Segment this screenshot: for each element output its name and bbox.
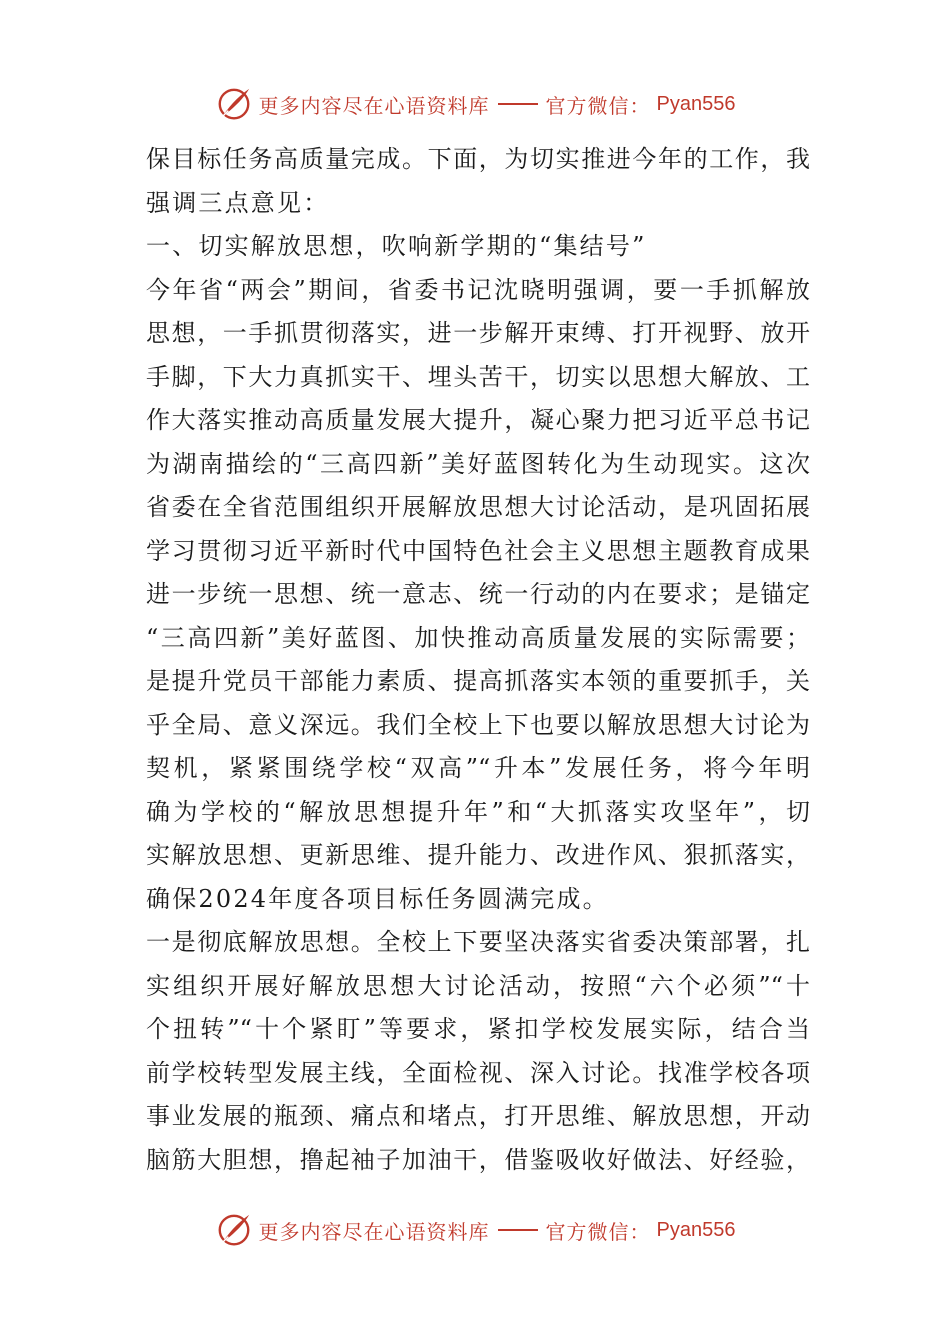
footer-watermark-banner <box>0 1210 950 1250</box>
banner-title: 更多内容尽在心语资料库 <box>258 93 490 118</box>
body-text-line: 个扭转”“十个紧盯”等要求，紧扣学校发展实际，结合当 <box>146 1015 810 1043</box>
body-text-line: 保目标任务高质量完成。下面，为切实推进今年的工作，我 <box>146 145 810 173</box>
document-body <box>146 138 810 1182</box>
banner-separator <box>498 1229 538 1231</box>
body-text-line: 契机，紧紧围绕学校“双高”“升本”发展任务，将今年明 <box>146 754 810 782</box>
banner-contact-id: Pyan556 <box>656 1218 736 1241</box>
banner-title: 更多内容尽在心语资料库 <box>258 1219 490 1244</box>
quill-pen-icon <box>215 1211 253 1249</box>
banner-contact-label: 官方微信： <box>545 93 651 118</box>
banner-separator <box>498 103 538 105</box>
body-text-line: 一、切实解放思想，吹响新学期的“集结号” <box>146 232 647 260</box>
body-text-line: 是提升党员干部能力素质、提高抓落实本领的重要抓手，关 <box>146 667 810 695</box>
body-text-line: 确保2024年度各项目标任务圆满完成。 <box>146 884 609 913</box>
header-watermark-banner <box>0 84 950 124</box>
body-text-line: 省委在全省范围组织开展解放思想大讨论活动，是巩固拓展 <box>146 493 810 521</box>
banner-contact-label: 官方微信： <box>545 1219 651 1244</box>
body-text-line: 事业发展的瓶颈、痛点和堵点，打开思维、解放思想，开动 <box>146 1102 810 1130</box>
body-text-line: 实组织开展好解放思想大讨论活动，按照“六个必须”“十 <box>146 971 810 1000</box>
quill-pen-icon <box>215 85 253 123</box>
body-text-line: 进一步统一思想、统一意志、统一行动的内在要求；是锚定 <box>146 580 810 608</box>
body-text-line: 学习贯彻习近平新时代中国特色社会主义思想主题教育成果 <box>146 536 810 565</box>
body-text-line: 作大落实推动高质量发展大提升，凝心聚力把习近平总书记 <box>146 406 810 434</box>
body-text-line: 脑筋大胆想，撸起袖子加油干，借鉴吸收好做法、好经验， <box>146 1145 810 1174</box>
body-text-line: 确为学校的“解放思想提升年”和“大抓落实攻坚年”，切 <box>146 797 810 826</box>
body-text-line: 前学校转型发展主线，全面检视、深入讨论。找准学校各项 <box>146 1058 810 1087</box>
body-text-line: 强调三点意见： <box>146 188 330 217</box>
banner-contact-id: Pyan556 <box>656 92 736 115</box>
body-text-line: 手脚，下大力真抓实干、埋头苦干，切实以思想大解放、工 <box>146 362 810 391</box>
body-text-line: 思想，一手抓贯彻落实，进一步解开束缚、打开视野、放开 <box>146 319 810 347</box>
body-text-line: 今年省“两会”期间，省委书记沈晓明强调，要一手抓解放 <box>146 275 810 304</box>
body-text-line: 实解放思想、更新思维、提升能力、改进作风、狠抓落实， <box>146 841 810 869</box>
body-text-line: 一是彻底解放思想。全校上下要坚决落实省委决策部署，扎 <box>146 928 810 956</box>
body-text-line: 乎全局、意义深远。我们全校上下也要以解放思想大讨论为 <box>146 710 810 739</box>
body-text-line: 为湖南描绘的“三高四新”美好蓝图转化为生动现实。这次 <box>146 449 810 478</box>
body-text-line: “三高四新”美好蓝图、加快推动高质量发展的实际需要； <box>146 623 810 652</box>
